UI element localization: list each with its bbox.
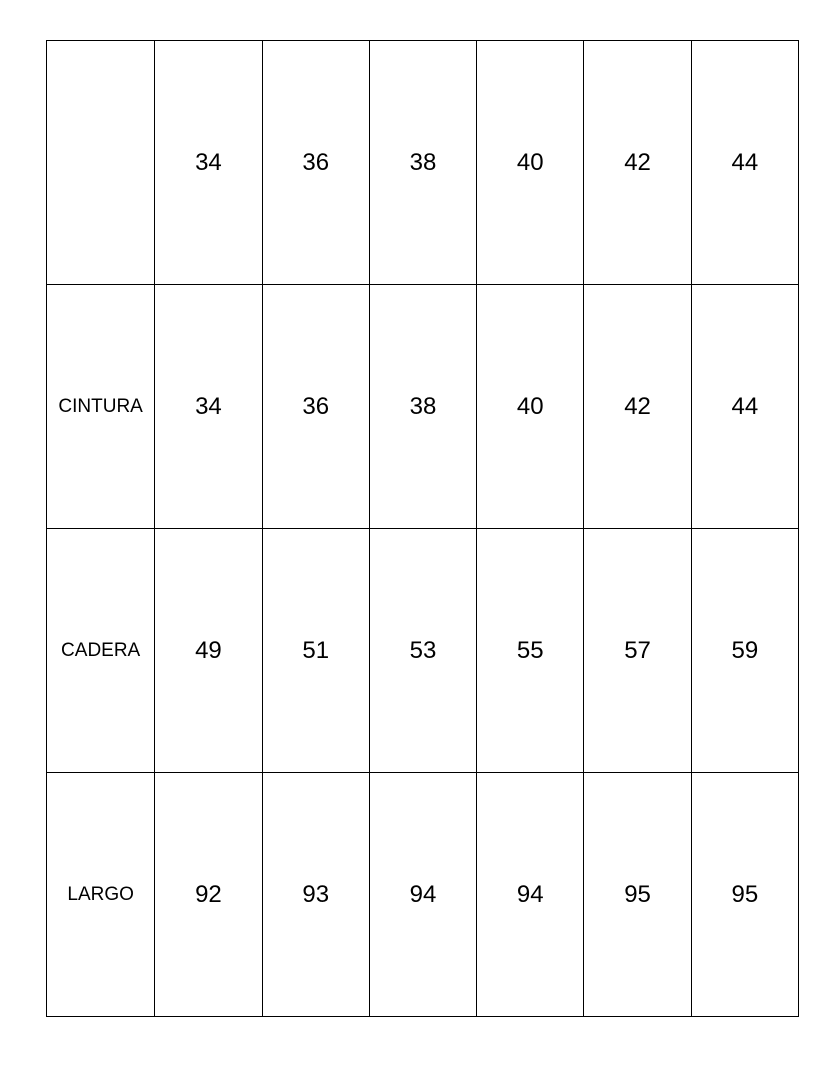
cell-value: 44 — [731, 392, 759, 420]
cell-value: 53 — [409, 636, 437, 664]
table-cell — [155, 773, 262, 1017]
cell-value: 38 — [409, 392, 437, 420]
size-chart-table — [46, 40, 799, 1017]
table-cell — [369, 285, 476, 529]
row-label-cell — [47, 529, 155, 773]
table-cell — [584, 773, 691, 1017]
table-cell — [369, 529, 476, 773]
table-cell — [262, 773, 369, 1017]
cell-value: 94 — [516, 880, 544, 908]
row-label-cell — [47, 285, 155, 529]
size-header-cell — [369, 41, 476, 285]
cell-value: 59 — [731, 636, 759, 664]
table-row-largo — [47, 773, 799, 1017]
cell-value: 93 — [302, 880, 330, 908]
cell-value: 42 — [624, 392, 651, 420]
cell-value: 34 — [195, 392, 222, 420]
size-header-value: 44 — [731, 148, 759, 176]
row-label-cadera: CADERA — [61, 639, 141, 661]
corner-cell — [47, 41, 155, 285]
size-header-value: 38 — [409, 148, 437, 176]
table-cell — [369, 773, 476, 1017]
cell-value: 49 — [195, 636, 222, 664]
row-label-cell — [47, 773, 155, 1017]
table-cell — [584, 529, 691, 773]
size-header-value: 40 — [516, 148, 544, 176]
cell-value: 57 — [624, 636, 651, 664]
row-label-largo: LARGO — [67, 883, 134, 905]
size-header-cell — [584, 41, 691, 285]
table-cell — [691, 529, 798, 773]
table-cell — [262, 285, 369, 529]
size-header-cell — [155, 41, 262, 285]
row-label-cintura: CINTURA — [58, 395, 143, 417]
cell-value: 92 — [195, 880, 222, 908]
table-cell — [155, 285, 262, 529]
size-header-cell — [691, 41, 798, 285]
size-header-value: 34 — [195, 148, 222, 176]
table-row-cadera — [47, 529, 799, 773]
cell-value: 51 — [302, 636, 330, 664]
table-cell — [584, 285, 691, 529]
table-cell — [477, 529, 584, 773]
table-cell — [477, 773, 584, 1017]
table-row-cintura — [47, 285, 799, 529]
cell-value: 95 — [624, 880, 651, 908]
size-header-value: 42 — [624, 148, 651, 176]
cell-value: 40 — [516, 392, 544, 420]
header-row — [47, 41, 799, 285]
size-header-cell — [477, 41, 584, 285]
table-cell — [691, 285, 798, 529]
cell-value: 36 — [302, 392, 330, 420]
size-header-cell — [262, 41, 369, 285]
size-header-value: 36 — [302, 148, 330, 176]
table-cell — [691, 773, 798, 1017]
table-cell — [155, 529, 262, 773]
table-cell — [262, 529, 369, 773]
cell-value: 94 — [409, 880, 437, 908]
cell-value: 55 — [516, 636, 544, 664]
cell-value: 95 — [731, 880, 759, 908]
table-cell — [477, 285, 584, 529]
